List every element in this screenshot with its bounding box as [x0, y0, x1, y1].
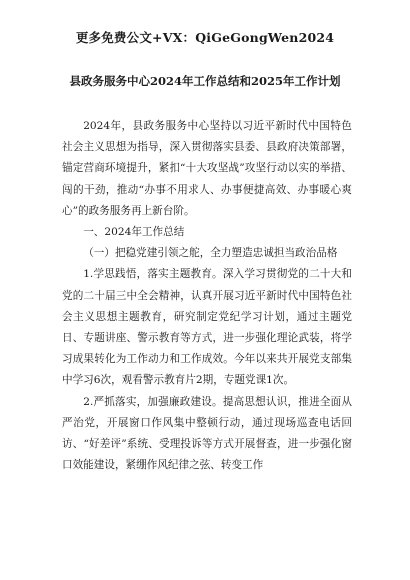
intro-paragraph: 2024年，县政务服务中心坚持以习近平新时代中国特色社会主义思想为指导，深入贯彻落实县委、县政府决策部署，锚定营商环境提升，紧扣“十大攻坚战”攻坚行动以实的举措、闯的干劲，推动“办事不用求人、办事便捷高效、办事暖心爽心”的政务服务再上新台阶。	[62, 120, 352, 217]
document-body	[62, 116, 352, 476]
body-paragraph: 1.学思践悟，落实主题教育。深入学习贯彻党的二十大和党的二十届三中全会精神，认真开展习近平新时代中国特色社会主义思想主题教育，研究制定党纪学习计划，通过主题党日、专题讲座、警示教育等方式，进一步强化理论武装，将学习成果转化为工作动力和工作成效。今年以来共开展党支部集中学习6次，观看警示教育片2期，专题党课1次。	[62, 268, 352, 387]
section-heading: 一、2024年工作总结	[83, 226, 185, 239]
watermark-text: 更多免费公文+VX：QiGeGongWen2024	[75, 30, 335, 45]
subsection-heading: （一）把稳党建引领之舵，全力塑造忠诚担当政治品格	[83, 247, 338, 260]
document-title: 县政务服务中心2024年工作总结和2025年工作计划	[69, 74, 341, 88]
body-paragraph: 2.严抓落实，加强廉政建设。提高思想认识，推进全面从严治党，开展窗口作风集中整顿行动，通过现场巡查电话回访、“好差评”系统、受理投诉等方式开展督查，进一步强化窗口效能建设，紧绷作风纪律之弦、转变工作	[62, 395, 352, 472]
